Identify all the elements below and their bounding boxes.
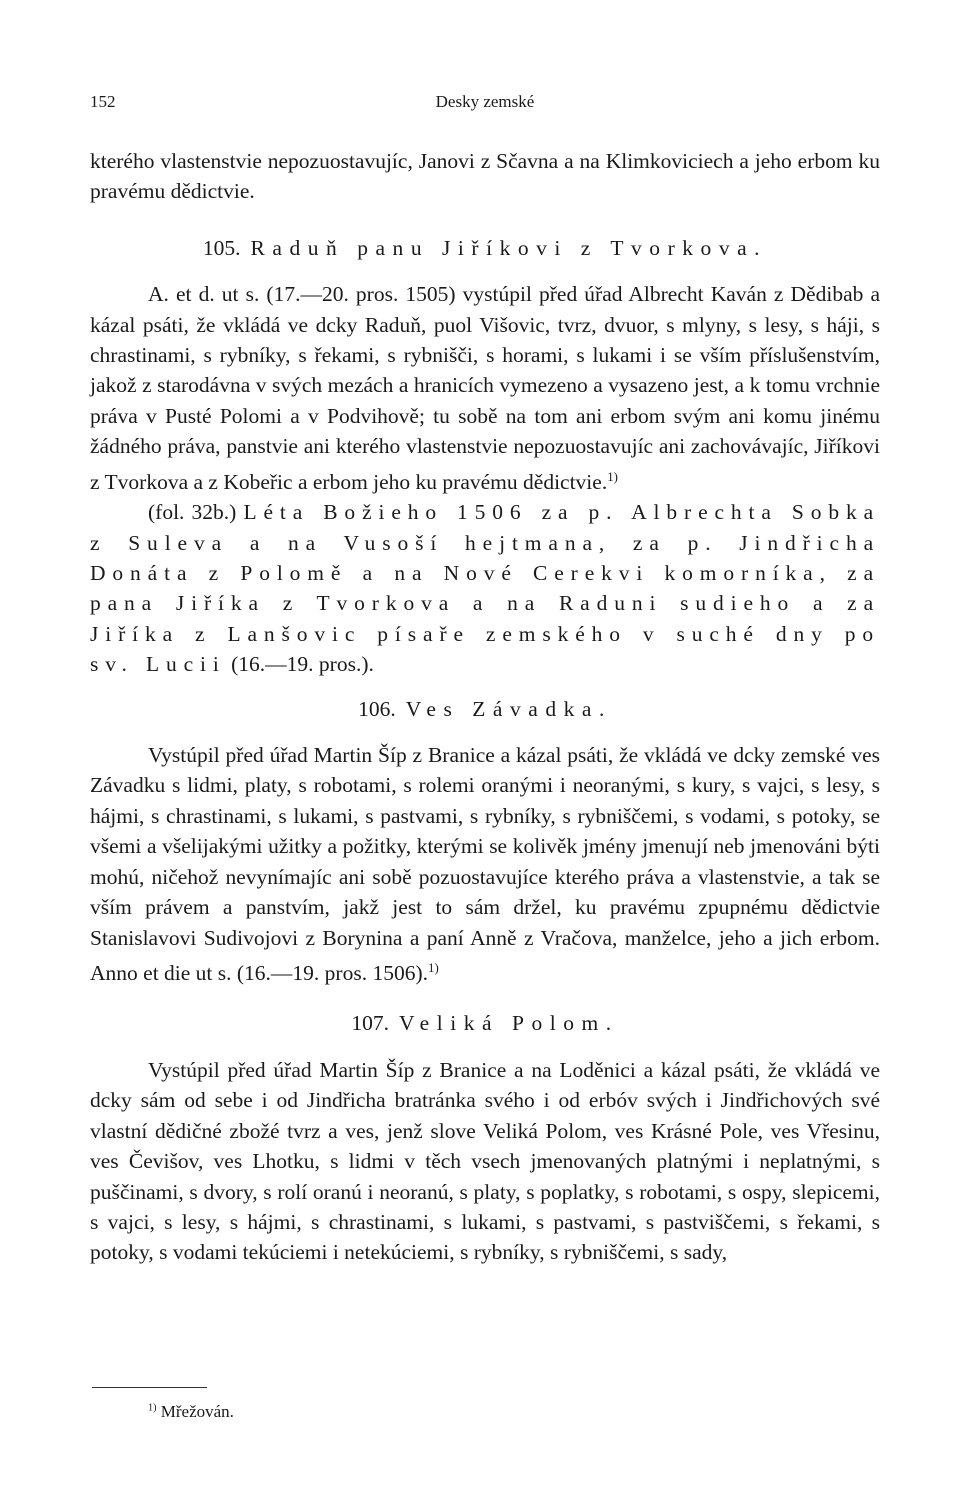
section-number: 105. <box>202 235 241 260</box>
page-number: 152 <box>90 92 116 111</box>
page-header <box>90 92 880 116</box>
section-heading-106 <box>90 694 880 724</box>
paragraph: kterého vlastenstvie nepozuostavujíc, Janovi z Sčavna a na Klimkoviciech a jeho erbom ku pravému dědictvie. <box>90 149 880 204</box>
paragraph: Vystúpil před úřad Martin Šíp z Branice a na Loděnici a kázal psáti, že vkládá ve dcky sám od sebe i od Jindřicha bratránka svého i od erbóv svých i Jindřichových své vlastní dědičné zbožé tvrz a ves, jenž slove Veliká Polom, ves Krásné Pole, ves Vřesinu, ves Čevišov, ves Lhotku, s lidmi v těch vsech jmenovaných platnými i neplatnými, s puščinami, s dvory, s rolí oranú i neoranú, s platy, s poplatky, s robotami, s ospy, slepicemi, s vajci, s lesy, s hájmi, s chrastinami, s lukami, s pastvami, s pastviščemi, s řekami, s potoky, s vodami tekúciemi i netekúciemi, s rybníky, s rybniščemi, s sady, <box>90 1057 880 1265</box>
footnote-ref: 1) <box>428 960 439 975</box>
spaced-text: Léta Božieho 1506 za p. Albrechta Sobka z Suleva a na Vusoší hejtmana, za p. Jindřicha Donáta z Polomě a na Nové Cerekvi komorníka, za pana Jiříka z Tvorkova a na Raduni sudieho a za Jiříka z Lanšovic písaře zemského v suché dny po sv. Lucii <box>90 500 881 677</box>
section-title: Raduň panu Jiříkovi z Tvorkova. <box>250 235 768 260</box>
folio-ref: (fol. 32b.) <box>148 500 237 525</box>
section-heading-105 <box>90 233 880 263</box>
paragraph <box>90 497 880 679</box>
paragraph-text: A. et d. ut s. (17.—20. pros. 1505) vystúpil před úřad Albrecht Kaván z Dědibab a kázal psáti, že vkládá ve dcky Raduň, puol Višovic, tvrz, dvuor, s mlyny, s lesy, s háji, s chrastinami, s rybníky, s řekami, s rybnišči, s horami, s lukami i se vším příslušenstvím, jakož z starodávna v svých mezách a hranicích vymezeno a vysazeno jest, a k tomu vrchnie práva v Pusté Polomi a v Podvihově; tu sobě na tom ani erbom svým ani komu jinému žádného práva, panstvie ani kterého vlastenstvie nepozuostavujíc ani zachovávajíc, Jiříkovi z Tvorkova a z Kobeřic a erbom jeho ku pravému dědictvie. <box>90 282 880 494</box>
section-number: 106. <box>358 696 396 721</box>
paragraph <box>90 740 880 988</box>
footnote-ref: 1) <box>607 469 618 484</box>
page-body <box>90 146 880 1268</box>
footnote-rule <box>92 1387 207 1388</box>
footnote-text: Mřežován. <box>160 1402 234 1421</box>
footnote <box>148 1402 234 1422</box>
section-title: Ves Závadka. <box>405 696 612 721</box>
date-ref: (16.—19. pros.). <box>231 652 374 677</box>
paragraph-text: Vystúpil před úřad Martin Šíp z Branice a kázal psáti, že vkládá ve dcky zemské ves Závadku s lidmi, platy, s robotami, s rolemi oranými i neoranými, s kury, s vajci, s lesy, s hájmi, s chrastinami, s lukami, s pastvami, s rybníky, s rybniščemi, s vodami, s potoky, se všemi a všelijakými užitky a požitky, kterými se kolivěk jmény jmenují neb jmenováni býti mohú, ničehož nevynímajíc ani sobě pozuostavujíce kterého práva a vlastenstvie, a tak se vším právem a panstvím, jakž jest to sám držel, ku pravému zpupnému dědictvie Stanislavovi Sudivojovi z Borynina a paní Anně z Vračova, manželce, jeho a jich erbom. Anno et die ut s. (16.—19. pros. 1506). <box>90 743 880 986</box>
running-title: Desky zemské <box>435 92 535 111</box>
paragraph <box>90 279 880 497</box>
section-heading-107 <box>90 1008 880 1038</box>
section-title: Veliká Polom. <box>398 1011 619 1036</box>
footnote-mark: 1) <box>148 1402 157 1414</box>
section-number: 107. <box>351 1011 389 1036</box>
